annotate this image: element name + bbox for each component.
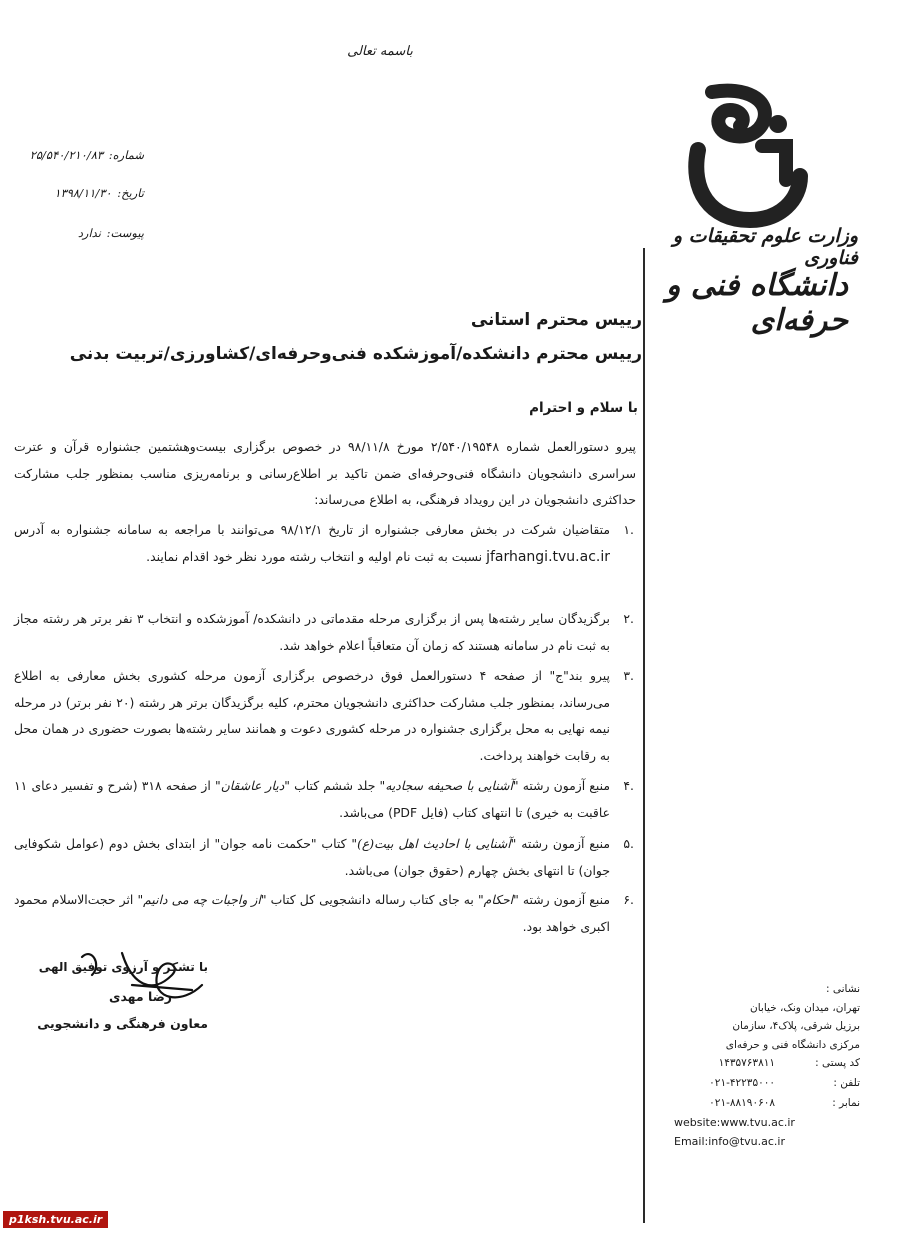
letter-date xyxy=(14,186,144,200)
list-item xyxy=(14,663,640,773)
recipient-provincial-head: رییس محترم استانی xyxy=(470,310,642,330)
instructions-list xyxy=(14,517,640,943)
fax-value: ۰۲۱-۸۸۱۹۰۶۰۸ xyxy=(709,1097,775,1110)
item-number: .۳ xyxy=(623,668,634,683)
closing-phrase: با تشکر و آرزوی توفیق الهی xyxy=(38,960,208,974)
signer-name: رضا مهدی xyxy=(109,989,172,1004)
logo-ministry-text: وزارت علوم تحقیقات و فناوری xyxy=(672,225,858,269)
item-text: منبع آزمون رشته " xyxy=(510,836,610,851)
item-title: احکام xyxy=(483,892,514,907)
greeting: با سلام و احترام xyxy=(529,400,638,416)
postal-label: کد پستی : xyxy=(815,1057,860,1070)
item-text: منبع آزمون رشته " xyxy=(512,778,611,793)
site-watermark: p1ksh.tvu.ac.ir xyxy=(3,1211,108,1228)
item-title: آشنایی با صحیفه سجادیه xyxy=(385,778,513,793)
logo-university-text: دانشگاه فنی و حرفه‌ای xyxy=(665,268,848,338)
item-text: متقاضیان شرکت در بخش معارفی جشنواره از تاریخ ۹۸/۱۲/۱ می‌توانند با مراجعه به سامانه جشنواره به آدرس xyxy=(14,522,610,537)
item-text: پیرو بند"ج" از صفحه ۴ دستورالعمل فوق درخصوص برگزاری آزمون مرحله کشوری بخش معارفی به اطلاع می‌رساند، بمنظور جلب مشارکت حداکثری دانشجویان محترم، کلیه برگزیدگان برتر هر رشته (۲۰ نفر برتر) در مرحله نیمه نهایی به محل برگزاری جشنواره در مرحله کشوری دعوت و همانند سایر رشته‌ها بصورت حضوری در همان محل به رقابت خواهند پرداخت. xyxy=(14,668,610,763)
list-item xyxy=(14,606,640,663)
list-item xyxy=(14,773,640,831)
item-text: برگزیدگان سایر رشته‌ها پس از برگزاری مرحله مقدماتی در دانشکده/ آموزشکده و انتخاب ۳ نفر برتر هر رشته مجاز به ثبت نام در سامانه هستند که زمان آن متعاقباً اعلام خواهد شد. xyxy=(14,611,610,653)
vertical-divider xyxy=(643,248,645,1223)
intro-paragraph: پیرو دستورالعمل شماره ۲/۵۴۰/۱۹۵۴۸ مورخ ۹۸/۱۱/۸ در خصوص برگزاری بیست‌وهشتمین جشنواره قرآن و عترت سراسری دانشجویان دانشگاه فنی‌وحرفه‌ای ضمن تاکید بر اطلاع‌رسانی و برنامه‌ریزی مناسب بمنظور جلب مشارکت حداکثری دانشجویان در این رویداد فرهنگی، به اطلاع می‌رساند: xyxy=(14,439,637,507)
email-link[interactable]: Email:info@tvu.ac.ir xyxy=(674,1134,786,1148)
item-text: " به جای کتاب رساله دانشجویی کل کتاب " xyxy=(260,892,484,907)
postal-code xyxy=(660,1054,860,1074)
handwritten-signature-icon xyxy=(62,945,212,1015)
item-text: " کتاب "حکمت نامه جوان" از ابتدای بخش دوم (عوامل شکوفایی جوان) تا انتهای بخش چهارم (حقوق جوان) می‌باشد. xyxy=(14,836,610,878)
list-item xyxy=(14,517,640,606)
basmala-heading: باسمه تعالی xyxy=(347,44,413,59)
item-number: .۶ xyxy=(623,892,634,907)
date-value: ۱۳۹۸/۱۱/۳۰ xyxy=(54,186,112,200)
item-text: " اثر حجت‌الاسلام محمود اکبری خواهد بود. xyxy=(14,892,610,934)
fax-label: نمابر : xyxy=(832,1097,860,1110)
letter-attachment xyxy=(14,226,144,240)
number-label: شماره: xyxy=(108,148,144,162)
number-value: ۲۵/۵۴۰/۲۱۰/۸۳ xyxy=(29,148,104,162)
item-text: " جلد ششم کتاب " xyxy=(284,778,386,793)
item-number: .۴ xyxy=(623,778,634,793)
item-text: " از صفحه ۳۱۸ (شرح و تفسیر دعای ۱۱ عاقبت به خیری) تا انتهای کتاب (فایل PDF) می‌باشد. xyxy=(14,778,610,820)
signer-title: معاون فرهنگی و دانشجویی xyxy=(37,1016,208,1031)
item-title: از واجبات چه می دانیم xyxy=(143,892,261,907)
postal-value: ۱۴۳۵۷۶۳۸۱۱ xyxy=(718,1057,775,1070)
item-number: .۲ xyxy=(623,611,634,626)
item-number: .۱ xyxy=(623,522,634,537)
attachment-label: پیوست: xyxy=(106,226,144,240)
list-item xyxy=(14,831,640,887)
attachment-value: ندارد xyxy=(77,226,101,240)
item-title: آشنایی با احادیث اهل بیت(ع) xyxy=(357,836,511,851)
item-text: نسبت به ثبت نام اولیه و انتخاب رشته مورد نظر خود اقدام نمایند. xyxy=(146,548,487,564)
date-label: تاریخ: xyxy=(117,186,144,200)
fax xyxy=(660,1094,860,1114)
phone-value: ۰۲۱-۴۲۲۳۵۰۰۰ xyxy=(709,1077,775,1090)
website-link[interactable]: website:www.tvu.ac.ir xyxy=(674,1116,795,1130)
address-line: تهران، میدان ونک، خیابان xyxy=(750,1001,860,1014)
item-title: دیار عاشقان xyxy=(220,778,285,793)
address-line: برزیل شرقی، پلاک۴، سازمان xyxy=(732,1020,860,1033)
phone xyxy=(660,1074,860,1094)
list-item xyxy=(14,887,640,943)
letter-number xyxy=(14,148,144,162)
address-label: نشانی : xyxy=(825,983,860,995)
contact-info xyxy=(660,980,860,1152)
address-line: مرکزی دانشگاه فنی و حرفه‌ای xyxy=(725,1038,860,1051)
festival-portal-link[interactable]: jfarhangi.tvu.ac.ir xyxy=(486,548,610,565)
item-number: .۵ xyxy=(623,836,634,851)
phone-label: تلفن : xyxy=(833,1077,860,1090)
item-text: منبع آزمون رشته " xyxy=(513,892,610,907)
recipient-faculty-head: رییس محترم دانشکده/آموزشکده فنی‌وحرفه‌ای/کشاورزی/تربیت بدنی xyxy=(69,344,642,364)
